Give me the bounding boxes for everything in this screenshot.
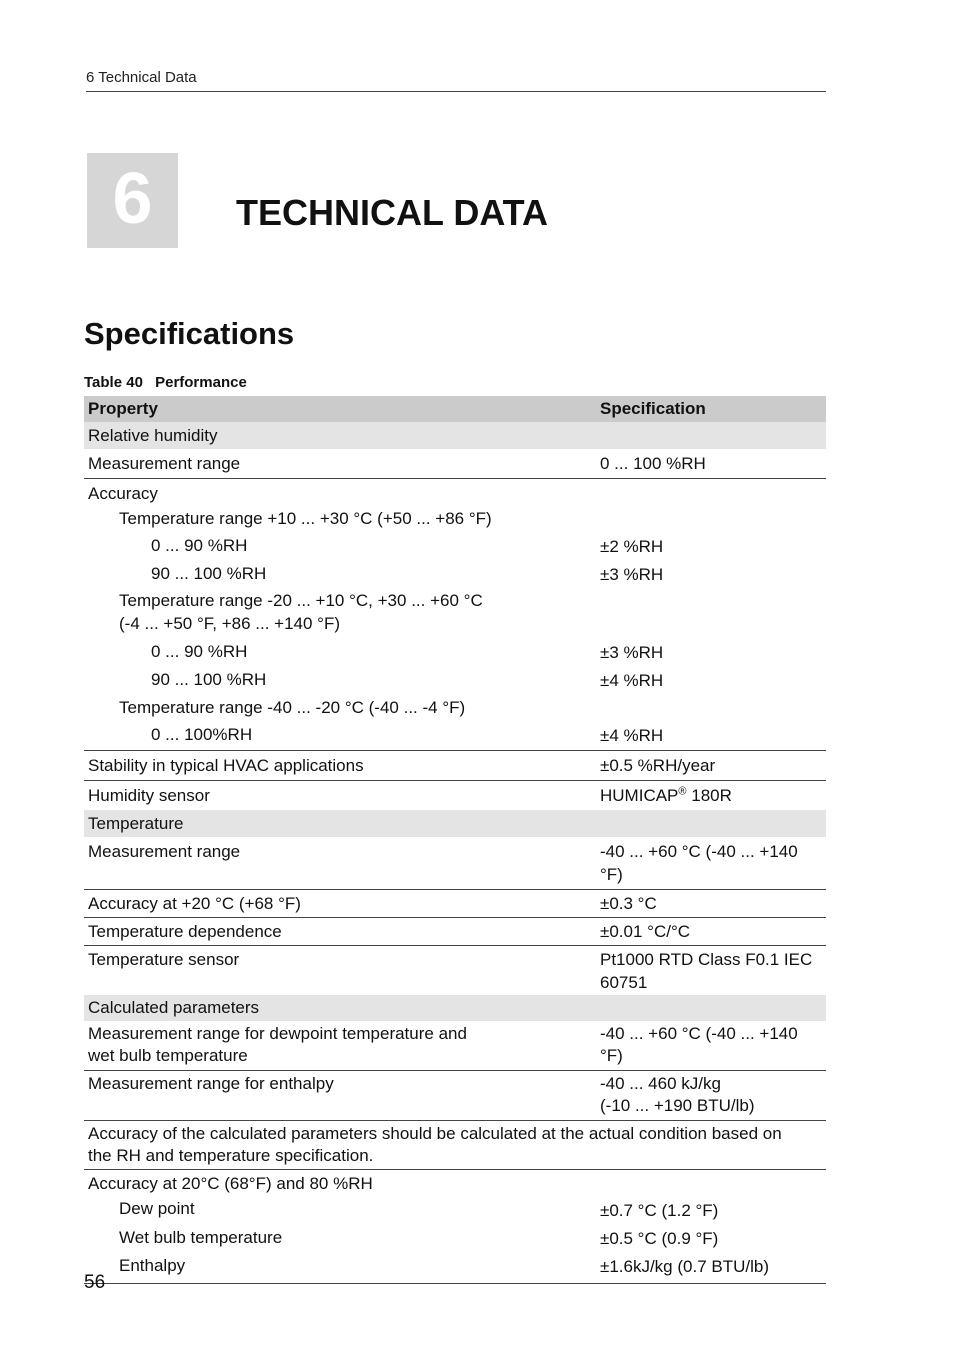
property-cell: Temperature range +10 ... +30 °C (+50 ... +86 °F) (119, 509, 492, 528)
value-cell: -40 ... +60 °C (-40 ... +140 °F) (596, 837, 826, 890)
group-label: Calculated parameters (84, 995, 826, 1021)
value-cell: ±0.3 °C (596, 890, 826, 918)
table-row (84, 751, 826, 781)
property-cell: 0 ... 90 %RH (151, 642, 248, 661)
note-cell (84, 1121, 826, 1170)
property-cell (84, 1021, 596, 1071)
table-row (84, 1071, 826, 1121)
table-row (84, 1195, 826, 1224)
table-caption (84, 374, 247, 391)
sensor-brand: HUMICAP (600, 786, 679, 805)
table-row (84, 918, 826, 946)
note-line: the RH and temperature specification. (88, 1146, 374, 1165)
table-row (84, 1021, 826, 1071)
property-cell: Humidity sensor (88, 786, 210, 805)
table-row (84, 560, 826, 588)
property-cell: Temperature dependence (84, 918, 596, 946)
property-cell: 0 ... 100%RH (84, 721, 596, 751)
group-row-relative-humidity (84, 422, 826, 449)
value-cell (596, 1071, 826, 1121)
running-header: 6 Technical Data (86, 69, 826, 92)
value-cell: ±0.7 °C (1.2 °F) (600, 1201, 719, 1220)
group-label: Temperature (84, 810, 826, 837)
section-title: Specifications (84, 316, 295, 351)
registered-mark: ® (678, 785, 687, 798)
value-cell: ±0.5 °C (0.9 °F) (600, 1229, 719, 1248)
table-row (84, 781, 826, 811)
performance-table (84, 396, 826, 1284)
value-cell: ±2 %RH (600, 537, 664, 556)
value-cell: ±4 %RH (600, 671, 664, 690)
value-cell: ±1.6kJ/kg (0.7 BTU/lb) (596, 1252, 826, 1284)
value-cell: -40 ... +60 °C (-40 ... +140 °F) (596, 1021, 826, 1071)
property-cell: Accuracy at 20°C (68°F) and 80 %RH (88, 1174, 373, 1193)
table-caption-title: Performance (155, 374, 247, 391)
column-header-specification: Specification (596, 396, 826, 422)
property-cell: Measurement range (84, 837, 596, 890)
property-cell: Temperature sensor (88, 950, 240, 969)
group-row-temperature (84, 810, 826, 837)
property-line: Temperature range -20 ... +10 °C, +30 ... +60 °C (119, 591, 483, 610)
sensor-model: 180R (686, 786, 732, 805)
value-line: (-10 ... +190 BTU/lb) (600, 1096, 755, 1115)
table-row (84, 635, 826, 666)
property-cell: 0 ... 90 %RH (151, 536, 248, 555)
property-line: Measurement range for dewpoint temperature and (88, 1024, 467, 1043)
value-cell (596, 781, 826, 811)
value-cell: ±3 %RH (600, 565, 664, 584)
table-row-note (84, 1121, 826, 1170)
chapter-title: TECHNICAL DATA (236, 192, 548, 233)
table-row (84, 666, 826, 694)
table-row (84, 721, 826, 751)
property-cell (84, 588, 596, 635)
property-cell: Measurement range for enthalpy (84, 1071, 596, 1121)
value-cell: 0 ... 100 %RH (596, 449, 826, 479)
value-cell: ±3 %RH (600, 643, 664, 662)
table-row (84, 479, 826, 506)
note-line: Accuracy of the calculated parameters should be calculated at the actual condition based on (88, 1124, 782, 1143)
property-line: wet bulb temperature (88, 1046, 248, 1065)
table-row (84, 532, 826, 560)
table-row (84, 449, 826, 479)
table-row (84, 505, 826, 532)
property-cell: Enthalpy (84, 1252, 596, 1284)
group-row-calculated-parameters (84, 995, 826, 1021)
page-number: 56 (84, 1272, 106, 1293)
table-row (84, 837, 826, 890)
value-cell: Pt1000 RTD Class F0.1 IEC 60751 (600, 950, 813, 992)
group-label: Relative humidity (84, 422, 826, 449)
property-cell: Dew point (119, 1199, 195, 1218)
property-cell: 90 ... 100 %RH (151, 564, 267, 583)
table-row (84, 1224, 826, 1252)
value-line: -40 ... 460 kJ/kg (600, 1074, 721, 1093)
property-cell: Measurement range (84, 449, 596, 479)
table-row (84, 694, 826, 721)
table-row (84, 946, 826, 996)
column-header-property: Property (84, 396, 596, 422)
table-row (84, 1170, 826, 1196)
table-caption-number: Table 40 (84, 374, 143, 391)
property-cell: Wet bulb temperature (119, 1228, 283, 1247)
value-cell: ±0.5 %RH/year (596, 751, 826, 781)
property-cell: Temperature range -40 ... -20 °C (-40 ... -4 °F) (119, 698, 466, 717)
property-cell: 90 ... 100 %RH (151, 670, 267, 689)
property-cell: Accuracy (88, 484, 158, 503)
table-row (84, 588, 826, 635)
table-row (84, 890, 826, 918)
property-line: (-4 ... +50 °F, +86 ... +140 °F) (119, 614, 341, 633)
value-cell: ±4 %RH (596, 721, 826, 751)
property-cell: Stability in typical HVAC applications (84, 751, 596, 781)
table-header-row (84, 396, 826, 422)
chapter-number: 6 (87, 153, 178, 248)
value-cell: ±0.01 °C/°C (596, 918, 826, 946)
property-cell: Accuracy at +20 °C (+68 °F) (84, 890, 596, 918)
table-row (84, 1252, 826, 1284)
